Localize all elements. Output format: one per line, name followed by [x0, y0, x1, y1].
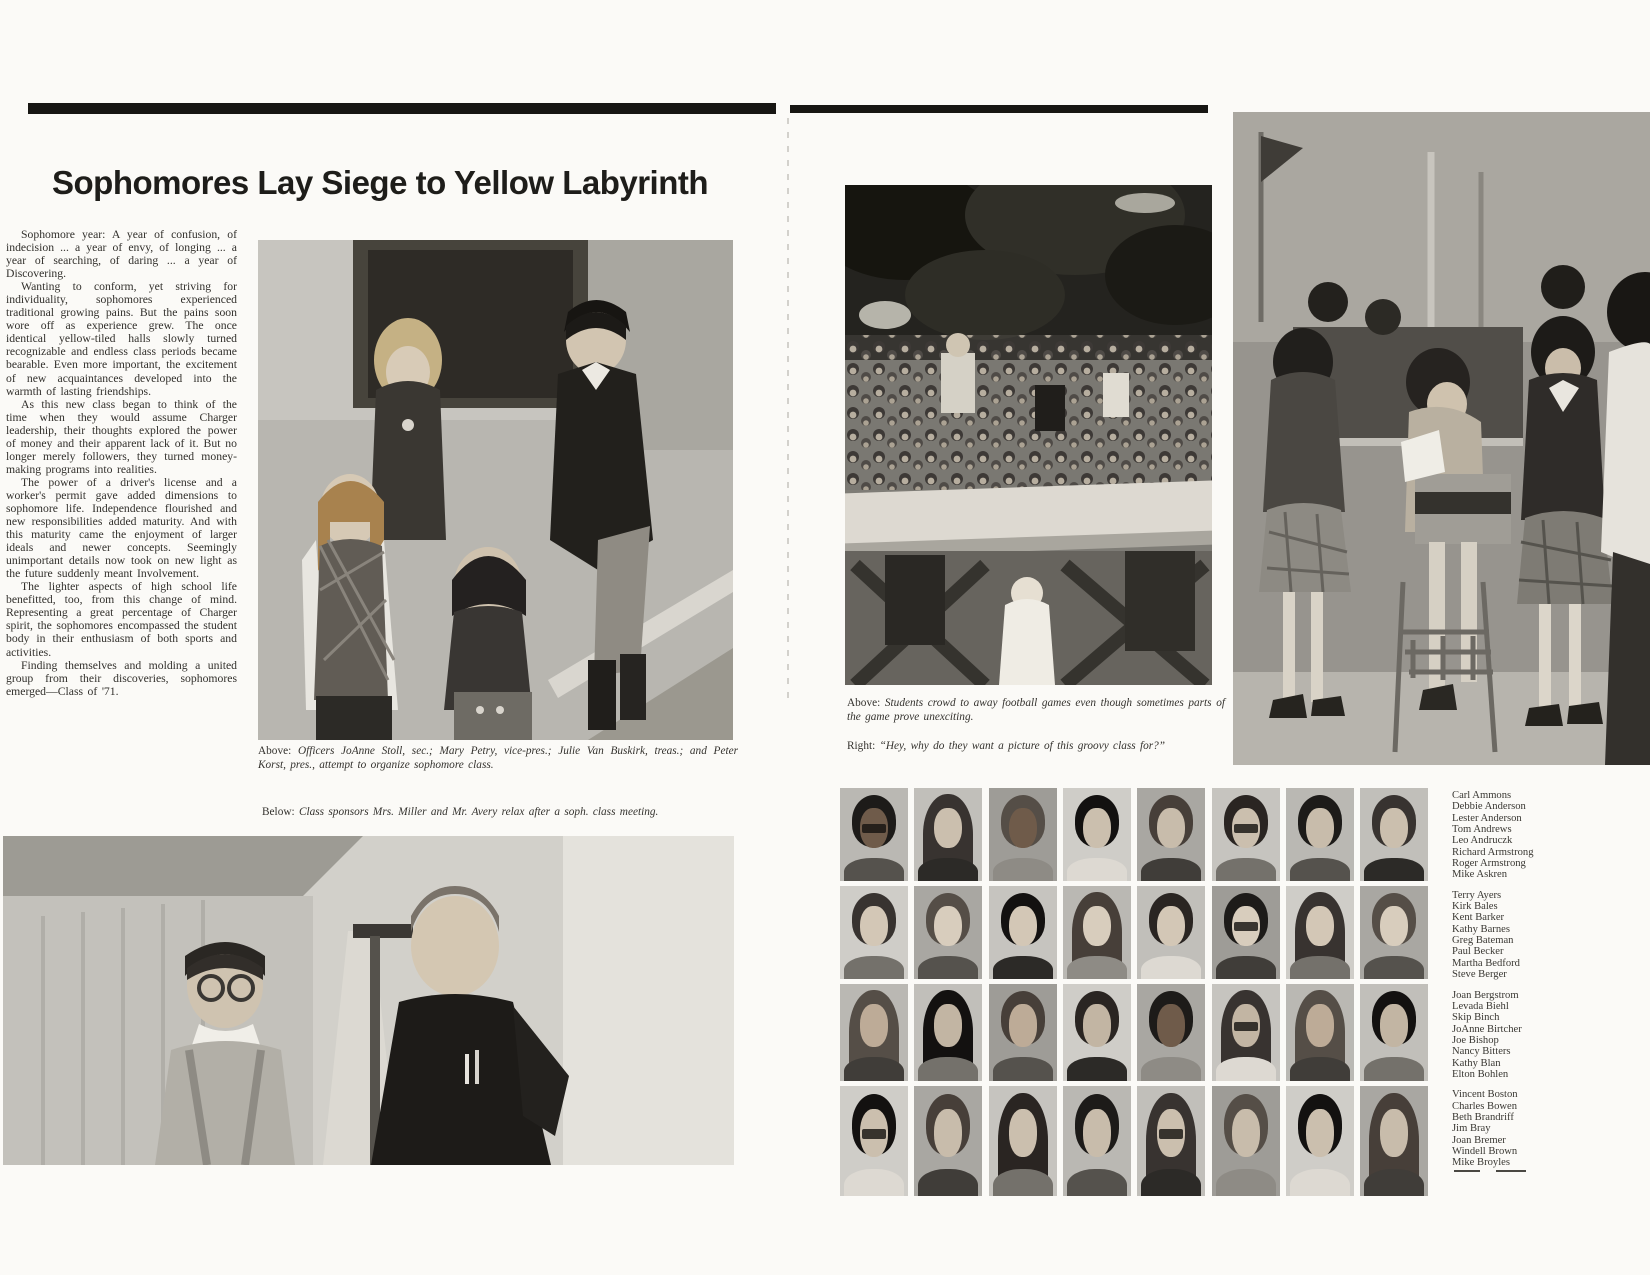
caption-text: Class sponsors Mrs. Miller and Mr. Avery relax after a soph. class meeting. — [298, 806, 659, 818]
roster-group — [1452, 990, 1642, 1081]
roster-name: Terry Ayers — [1452, 889, 1502, 901]
portrait-shoulders — [844, 1057, 904, 1081]
portrait-face — [1232, 1109, 1259, 1157]
portrait-face — [1306, 906, 1333, 947]
portrait-shoulders — [1216, 858, 1276, 881]
caption-label: Right: — [847, 740, 876, 752]
portrait-shoulders — [993, 1169, 1053, 1197]
roster-name: Joan Bremer — [1452, 1134, 1506, 1146]
student-portrait — [1137, 984, 1205, 1081]
portrait-face — [1380, 906, 1407, 947]
portrait-shoulders — [1141, 1169, 1201, 1197]
portrait-face — [1380, 808, 1407, 849]
portrait-shoulders — [1067, 1169, 1127, 1197]
roster-name: Kent Barker — [1452, 912, 1505, 924]
portrait-shoulders — [1364, 1169, 1424, 1197]
officers-caption — [258, 745, 738, 772]
roster-name: Kathy Barnes — [1452, 923, 1510, 935]
body-paragraph: Sophomore year: A year of confusion, of indecision ... a year of envy, of longing ... a year of searching, of daring ... a year of Discovering. — [6, 228, 237, 281]
portrait-face — [1083, 1004, 1110, 1047]
student-portrait — [840, 788, 908, 881]
body-paragraph: The power of a driver's license and a worker's permit gave added dimensions to sophomore life. Independence flourished and new responsibilities added maturity. And with this maturity came the enjoyment of larger ideals and newer concepts. Seemingly unimportant details now took on new light as the future suddenly meant Involvement. — [6, 475, 237, 581]
student-portrait — [1212, 984, 1280, 1081]
roster-name: Kathy Blan — [1452, 1057, 1501, 1069]
student-portrait — [989, 788, 1057, 881]
roster-name: Tom Andrews — [1452, 824, 1512, 836]
student-portrait — [914, 886, 982, 979]
student-portrait — [1286, 1086, 1354, 1196]
class-sponsors-photo — [3, 836, 734, 1165]
portrait-shoulders — [1290, 858, 1350, 881]
portrait-face — [860, 906, 887, 947]
sponsors-caption — [262, 806, 712, 820]
portrait-face — [934, 1004, 961, 1047]
portrait-shoulders — [993, 956, 1053, 979]
student-portrait — [1137, 1086, 1205, 1196]
portrait-face — [1157, 808, 1184, 849]
student-portrait — [1212, 788, 1280, 881]
portrait-face — [1009, 1004, 1036, 1047]
body-paragraph: Wanting to conform, yet striving for individuality, sophomores experienced traditional growing pains. But the pains soon wore off as experience grew. The once identical yellow-tiled halls slowly turned recognizable and endless class periods became bearable. Even more important, the excitement of new acquaintances developed into the warmth of lasting friendships. — [6, 280, 237, 398]
portrait-face — [1306, 808, 1333, 849]
student-portrait — [1212, 886, 1280, 979]
student-portrait — [1212, 1086, 1280, 1196]
student-portrait — [1360, 788, 1428, 881]
class-officers-photo — [258, 240, 733, 740]
crowd-photo-art — [845, 185, 1212, 685]
portrait-shoulders — [1141, 858, 1201, 881]
portrait-shoulders — [993, 858, 1053, 881]
page-title: Sophomores Lay Siege to Yellow Labyrinth — [52, 164, 709, 201]
portrait-shoulders — [1290, 1169, 1350, 1197]
caption-label: Above: — [258, 745, 292, 757]
student-portrait — [840, 886, 908, 979]
sponsors-photo-art — [3, 836, 734, 1165]
student-portrait — [1286, 788, 1354, 881]
roster-name: Greg Bateman — [1452, 935, 1514, 947]
portrait-shoulders — [1364, 858, 1424, 881]
body-paragraph: The lighter aspects of high school life benefitted, too, from this change of mind. Representing a great percentage of Charger spirit, the sophomores encompassed the student body in their enthusiasm of both sports and activities. — [6, 580, 237, 659]
portrait-shoulders — [993, 1057, 1053, 1081]
roster-name: Elton Bohlen — [1452, 1068, 1509, 1080]
roster-name: Joe Bishop — [1452, 1034, 1499, 1046]
portrait-face — [1306, 1004, 1333, 1047]
roster-name: Windell Brown — [1452, 1145, 1518, 1157]
student-portrait — [1137, 886, 1205, 979]
student-portrait — [1063, 1086, 1131, 1196]
portrait-shoulders — [844, 1169, 904, 1197]
portrait-face — [934, 906, 961, 947]
page-top-edge-left — [28, 103, 776, 114]
roster-name: Charles Bowen — [1452, 1100, 1518, 1112]
crowd-caption — [847, 697, 1225, 724]
portrait-face — [1306, 1109, 1333, 1157]
clipped-name-line — [1452, 1170, 1642, 1175]
caption-text: “Hey, why do they want a picture of this groovy class for?” — [879, 740, 1166, 752]
portrait-face — [1083, 808, 1110, 849]
football-crowd-photo — [845, 185, 1212, 685]
portrait-shoulders — [1216, 956, 1276, 979]
portrait-face — [860, 1004, 887, 1047]
roster-name: Martha Bedford — [1452, 957, 1520, 969]
portrait-shoulders — [844, 956, 904, 979]
student-portrait — [989, 1086, 1057, 1196]
body-paragraph: Finding themselves and molding a united group from their discoveries, sophomores emerged—Class of '71. — [6, 658, 237, 698]
portrait-shoulders — [918, 1057, 978, 1081]
student-portrait — [1286, 886, 1354, 979]
portrait-face — [1083, 1109, 1110, 1157]
roster-group — [1452, 790, 1642, 881]
portrait-face — [1083, 906, 1110, 947]
portrait-glasses — [862, 824, 886, 832]
student-portrait — [1063, 788, 1131, 881]
portrait-glasses — [1234, 922, 1258, 930]
roster-name: JoAnne Birtcher — [1452, 1023, 1522, 1035]
portrait-face — [1009, 1109, 1036, 1157]
roster-name: Richard Armstrong — [1452, 846, 1534, 858]
roster-name: Paul Becker — [1452, 946, 1504, 958]
portrait-glasses — [1234, 824, 1258, 832]
page-spine — [787, 118, 789, 698]
student-portrait — [989, 984, 1057, 1081]
roster-name: Steve Berger — [1452, 969, 1507, 981]
roster-group — [1452, 1089, 1642, 1174]
roster-name: Carl Ammons — [1452, 790, 1512, 801]
officers-photo-art — [258, 240, 733, 740]
roster-group — [1452, 890, 1642, 981]
body-text-column — [6, 228, 237, 698]
student-portrait — [1137, 788, 1205, 881]
classroom-caption — [847, 740, 1242, 754]
roster-name: Joan Bergstrom — [1452, 989, 1519, 1001]
student-portrait — [914, 1086, 982, 1196]
roster-name: Lester Anderson — [1452, 812, 1522, 824]
classroom-group-photo — [1233, 112, 1650, 765]
roster-name: Leo Andruczk — [1452, 835, 1513, 847]
roster-name: Jim Bray — [1452, 1123, 1491, 1135]
sophomore-portrait-grid — [840, 788, 1440, 1203]
roster-name: Roger Armstrong — [1452, 858, 1526, 870]
portrait-face — [1157, 906, 1184, 947]
portrait-shoulders — [918, 1169, 978, 1197]
portrait-shoulders — [1216, 1057, 1276, 1081]
portrait-face — [1380, 1004, 1407, 1047]
page-top-edge-right — [790, 105, 1208, 113]
portrait-shoulders — [844, 858, 904, 881]
student-portrait — [989, 886, 1057, 979]
portrait-shoulders — [1216, 1169, 1276, 1197]
caption-label: Below: — [262, 806, 295, 818]
roster-name: Debbie Anderson — [1452, 801, 1526, 813]
portrait-face — [1157, 1004, 1184, 1047]
portrait-shoulders — [1141, 956, 1201, 979]
student-portrait — [914, 984, 982, 1081]
portrait-face — [934, 808, 961, 849]
portrait-shoulders — [1290, 956, 1350, 979]
roster-name: Beth Brandriff — [1452, 1111, 1514, 1123]
roster-name-list — [1452, 790, 1642, 1184]
portrait-face — [1380, 1109, 1407, 1157]
student-portrait — [1360, 886, 1428, 979]
portrait-shoulders — [1067, 956, 1127, 979]
caption-text: Students crowd to away football games even though sometimes parts of the game prove unexciting. — [847, 697, 1225, 723]
student-portrait — [1286, 984, 1354, 1081]
roster-name: Nancy Bitters — [1452, 1046, 1511, 1058]
portrait-shoulders — [918, 858, 978, 881]
student-portrait — [840, 984, 908, 1081]
portrait-shoulders — [918, 956, 978, 979]
student-portrait — [1360, 1086, 1428, 1196]
student-portrait — [1063, 886, 1131, 979]
portrait-glasses — [1159, 1129, 1183, 1139]
portrait-glasses — [862, 1129, 886, 1139]
roster-name: Mike Askren — [1452, 869, 1508, 881]
portrait-face — [1009, 906, 1036, 947]
portrait-shoulders — [1364, 1057, 1424, 1081]
roster-name: Levada Biehl — [1452, 1000, 1509, 1012]
portrait-glasses — [1234, 1022, 1258, 1031]
roster-name: Mike Broyles — [1452, 1157, 1510, 1169]
portrait-shoulders — [1141, 1057, 1201, 1081]
portrait-face — [1009, 808, 1036, 849]
student-portrait — [1063, 984, 1131, 1081]
portrait-face — [934, 1109, 961, 1157]
portrait-shoulders — [1364, 956, 1424, 979]
student-portrait — [914, 788, 982, 881]
roster-name: Vincent Boston — [1452, 1089, 1518, 1101]
roster-name: Kirk Bales — [1452, 901, 1498, 913]
roster-name: Skip Binch — [1452, 1012, 1500, 1024]
caption-text: Officers JoAnne Stoll, sec.; Mary Petry, vice-pres.; Julie Van Buskirk, treas.; and Peter Korst, pres., attempt to organize sophomore class. — [258, 745, 739, 771]
portrait-shoulders — [1067, 1057, 1127, 1081]
student-portrait — [840, 1086, 908, 1196]
body-paragraph: As this new class began to think of the time when they would assume Charger leadership, their thoughts explored the power of money and their apparent lack of it. But no longer merely followers, they turned money-making programs into realities. — [6, 397, 237, 476]
portrait-shoulders — [1290, 1057, 1350, 1081]
portrait-shoulders — [1067, 858, 1127, 881]
student-portrait — [1360, 984, 1428, 1081]
classroom-photo-art — [1233, 112, 1650, 765]
caption-label: Above: — [847, 697, 881, 709]
